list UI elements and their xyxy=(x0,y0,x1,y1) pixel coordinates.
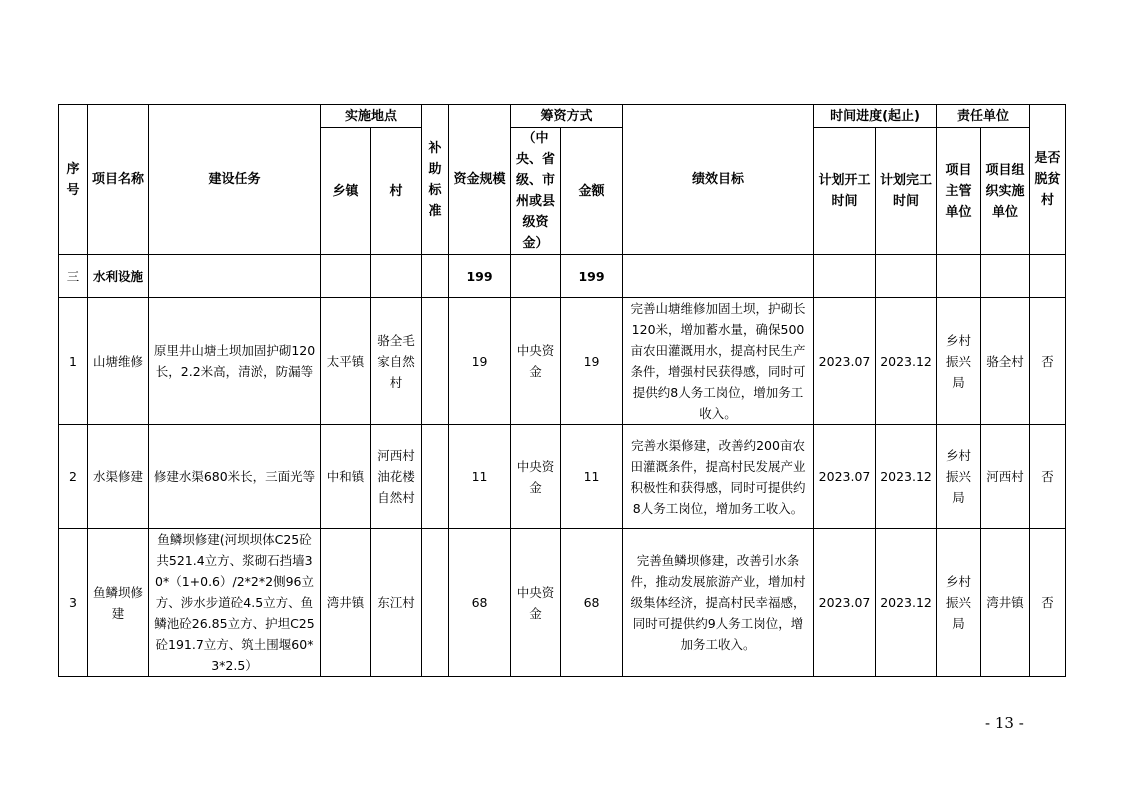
header-funding-source: （中央、省级、市州或县级资金） xyxy=(511,128,561,255)
table-row xyxy=(59,529,1066,677)
section-name: 水利设施 xyxy=(88,255,149,298)
header-supervising-unit: 项目主管单位 xyxy=(937,128,981,255)
header-implementing-unit: 项目组织实施单位 xyxy=(981,128,1030,255)
row-plan-start: 2023.07 xyxy=(814,529,876,677)
row-township: 中和镇 xyxy=(321,425,371,529)
row-fund-scale: 11 xyxy=(449,425,511,529)
row-amount: 11 xyxy=(561,425,623,529)
row-plan-end: 2023.12 xyxy=(876,298,937,425)
header-project-name: 项目名称 xyxy=(88,105,149,255)
row-village: 东江村 xyxy=(371,529,422,677)
header-plan-end: 计划完工时间 xyxy=(876,128,937,255)
row-plan-start: 2023.07 xyxy=(814,425,876,529)
row-task: 修建水渠680米长，三面光等 xyxy=(149,425,321,529)
header-responsible-group: 责任单位 xyxy=(937,105,1030,128)
header-row-top xyxy=(59,105,1066,128)
row-project-name: 鱼鳞坝修建 xyxy=(88,529,149,677)
row-poverty-village: 否 xyxy=(1030,529,1066,677)
row-seq: 1 xyxy=(59,298,88,425)
table-row xyxy=(59,425,1066,529)
row-township: 太平镇 xyxy=(321,298,371,425)
row-supervising-unit: 乡村振兴局 xyxy=(937,298,981,425)
row-implementing-unit: 湾井镇 xyxy=(981,529,1030,677)
header-township: 乡镇 xyxy=(321,128,371,255)
row-subsidy xyxy=(422,425,449,529)
section-amount: 199 xyxy=(561,255,623,298)
row-subsidy xyxy=(422,529,449,677)
row-funding-source: 中央资金 xyxy=(511,298,561,425)
row-project-name: 山塘维修 xyxy=(88,298,149,425)
header-performance: 绩效目标 xyxy=(623,105,814,255)
header-plan-start: 计划开工时间 xyxy=(814,128,876,255)
row-seq: 3 xyxy=(59,529,88,677)
row-fund-scale: 19 xyxy=(449,298,511,425)
row-supervising-unit: 乡村振兴局 xyxy=(937,425,981,529)
header-funding-group: 筹资方式 xyxy=(511,105,623,128)
row-implementing-unit: 河西村 xyxy=(981,425,1030,529)
project-table xyxy=(58,104,1066,677)
row-plan-end: 2023.12 xyxy=(876,425,937,529)
row-funding-source: 中央资金 xyxy=(511,529,561,677)
row-subsidy xyxy=(422,298,449,425)
header-subsidy-standard: 补助标准 xyxy=(422,105,449,255)
header-task: 建设任务 xyxy=(149,105,321,255)
header-fund-scale: 资金规模 xyxy=(449,105,511,255)
row-supervising-unit: 乡村振兴局 xyxy=(937,529,981,677)
header-location-group: 实施地点 xyxy=(321,105,422,128)
section-fund-scale: 199 xyxy=(449,255,511,298)
header-amount: 金额 xyxy=(561,128,623,255)
section-number: 三 xyxy=(59,255,88,298)
header-poverty-village: 是否脱贫村 xyxy=(1030,105,1066,255)
row-amount: 68 xyxy=(561,529,623,677)
row-poverty-village: 否 xyxy=(1030,298,1066,425)
table-row xyxy=(59,298,1066,425)
row-village: 河西村油花楼自然村 xyxy=(371,425,422,529)
row-plan-start: 2023.07 xyxy=(814,298,876,425)
row-village: 骆全毛家自然村 xyxy=(371,298,422,425)
header-schedule-group: 时间进度(起止) xyxy=(814,105,937,128)
row-funding-source: 中央资金 xyxy=(511,425,561,529)
row-fund-scale: 68 xyxy=(449,529,511,677)
row-seq: 2 xyxy=(59,425,88,529)
row-poverty-village: 否 xyxy=(1030,425,1066,529)
row-task: 鱼鳞坝修建(河坝坝体C25砼共521.4立方、浆砌石挡墙30*（1+0.6）/2*2*2侧96立方、涉水步道砼4.5立方、鱼鳞池砼26.85立方、护坦C25砼191.7立方、筑土围堰60*3*2.5） xyxy=(149,529,321,677)
row-implementing-unit: 骆全村 xyxy=(981,298,1030,425)
row-task: 原里井山塘土坝加固护砌120长，2.2米高，清淤，防漏等 xyxy=(149,298,321,425)
row-plan-end: 2023.12 xyxy=(876,529,937,677)
header-village: 村 xyxy=(371,128,422,255)
row-performance: 完善山塘维修加固土坝，护砌长120米，增加蓄水量，确保500亩农田灌溉用水，提高村民生产条件，增强村民获得感，同时可提供约8人务工岗位，增加务工收入。 xyxy=(623,298,814,425)
row-township: 湾井镇 xyxy=(321,529,371,677)
row-project-name: 水渠修建 xyxy=(88,425,149,529)
row-amount: 19 xyxy=(561,298,623,425)
section-row xyxy=(59,255,1066,298)
row-performance: 完善水渠修建，改善约200亩农田灌溉条件，提高村民发展产业积极性和获得感，同时可提供约8人务工岗位，增加务工收入。 xyxy=(623,425,814,529)
page-number: - 13 - xyxy=(985,714,1024,732)
row-performance: 完善鱼鳞坝修建，改善引水条件，推动发展旅游产业，增加村级集体经济，提高村民幸福感，同时可提供约9人务工岗位，增加务工收入。 xyxy=(623,529,814,677)
header-seq: 序号 xyxy=(59,105,88,255)
